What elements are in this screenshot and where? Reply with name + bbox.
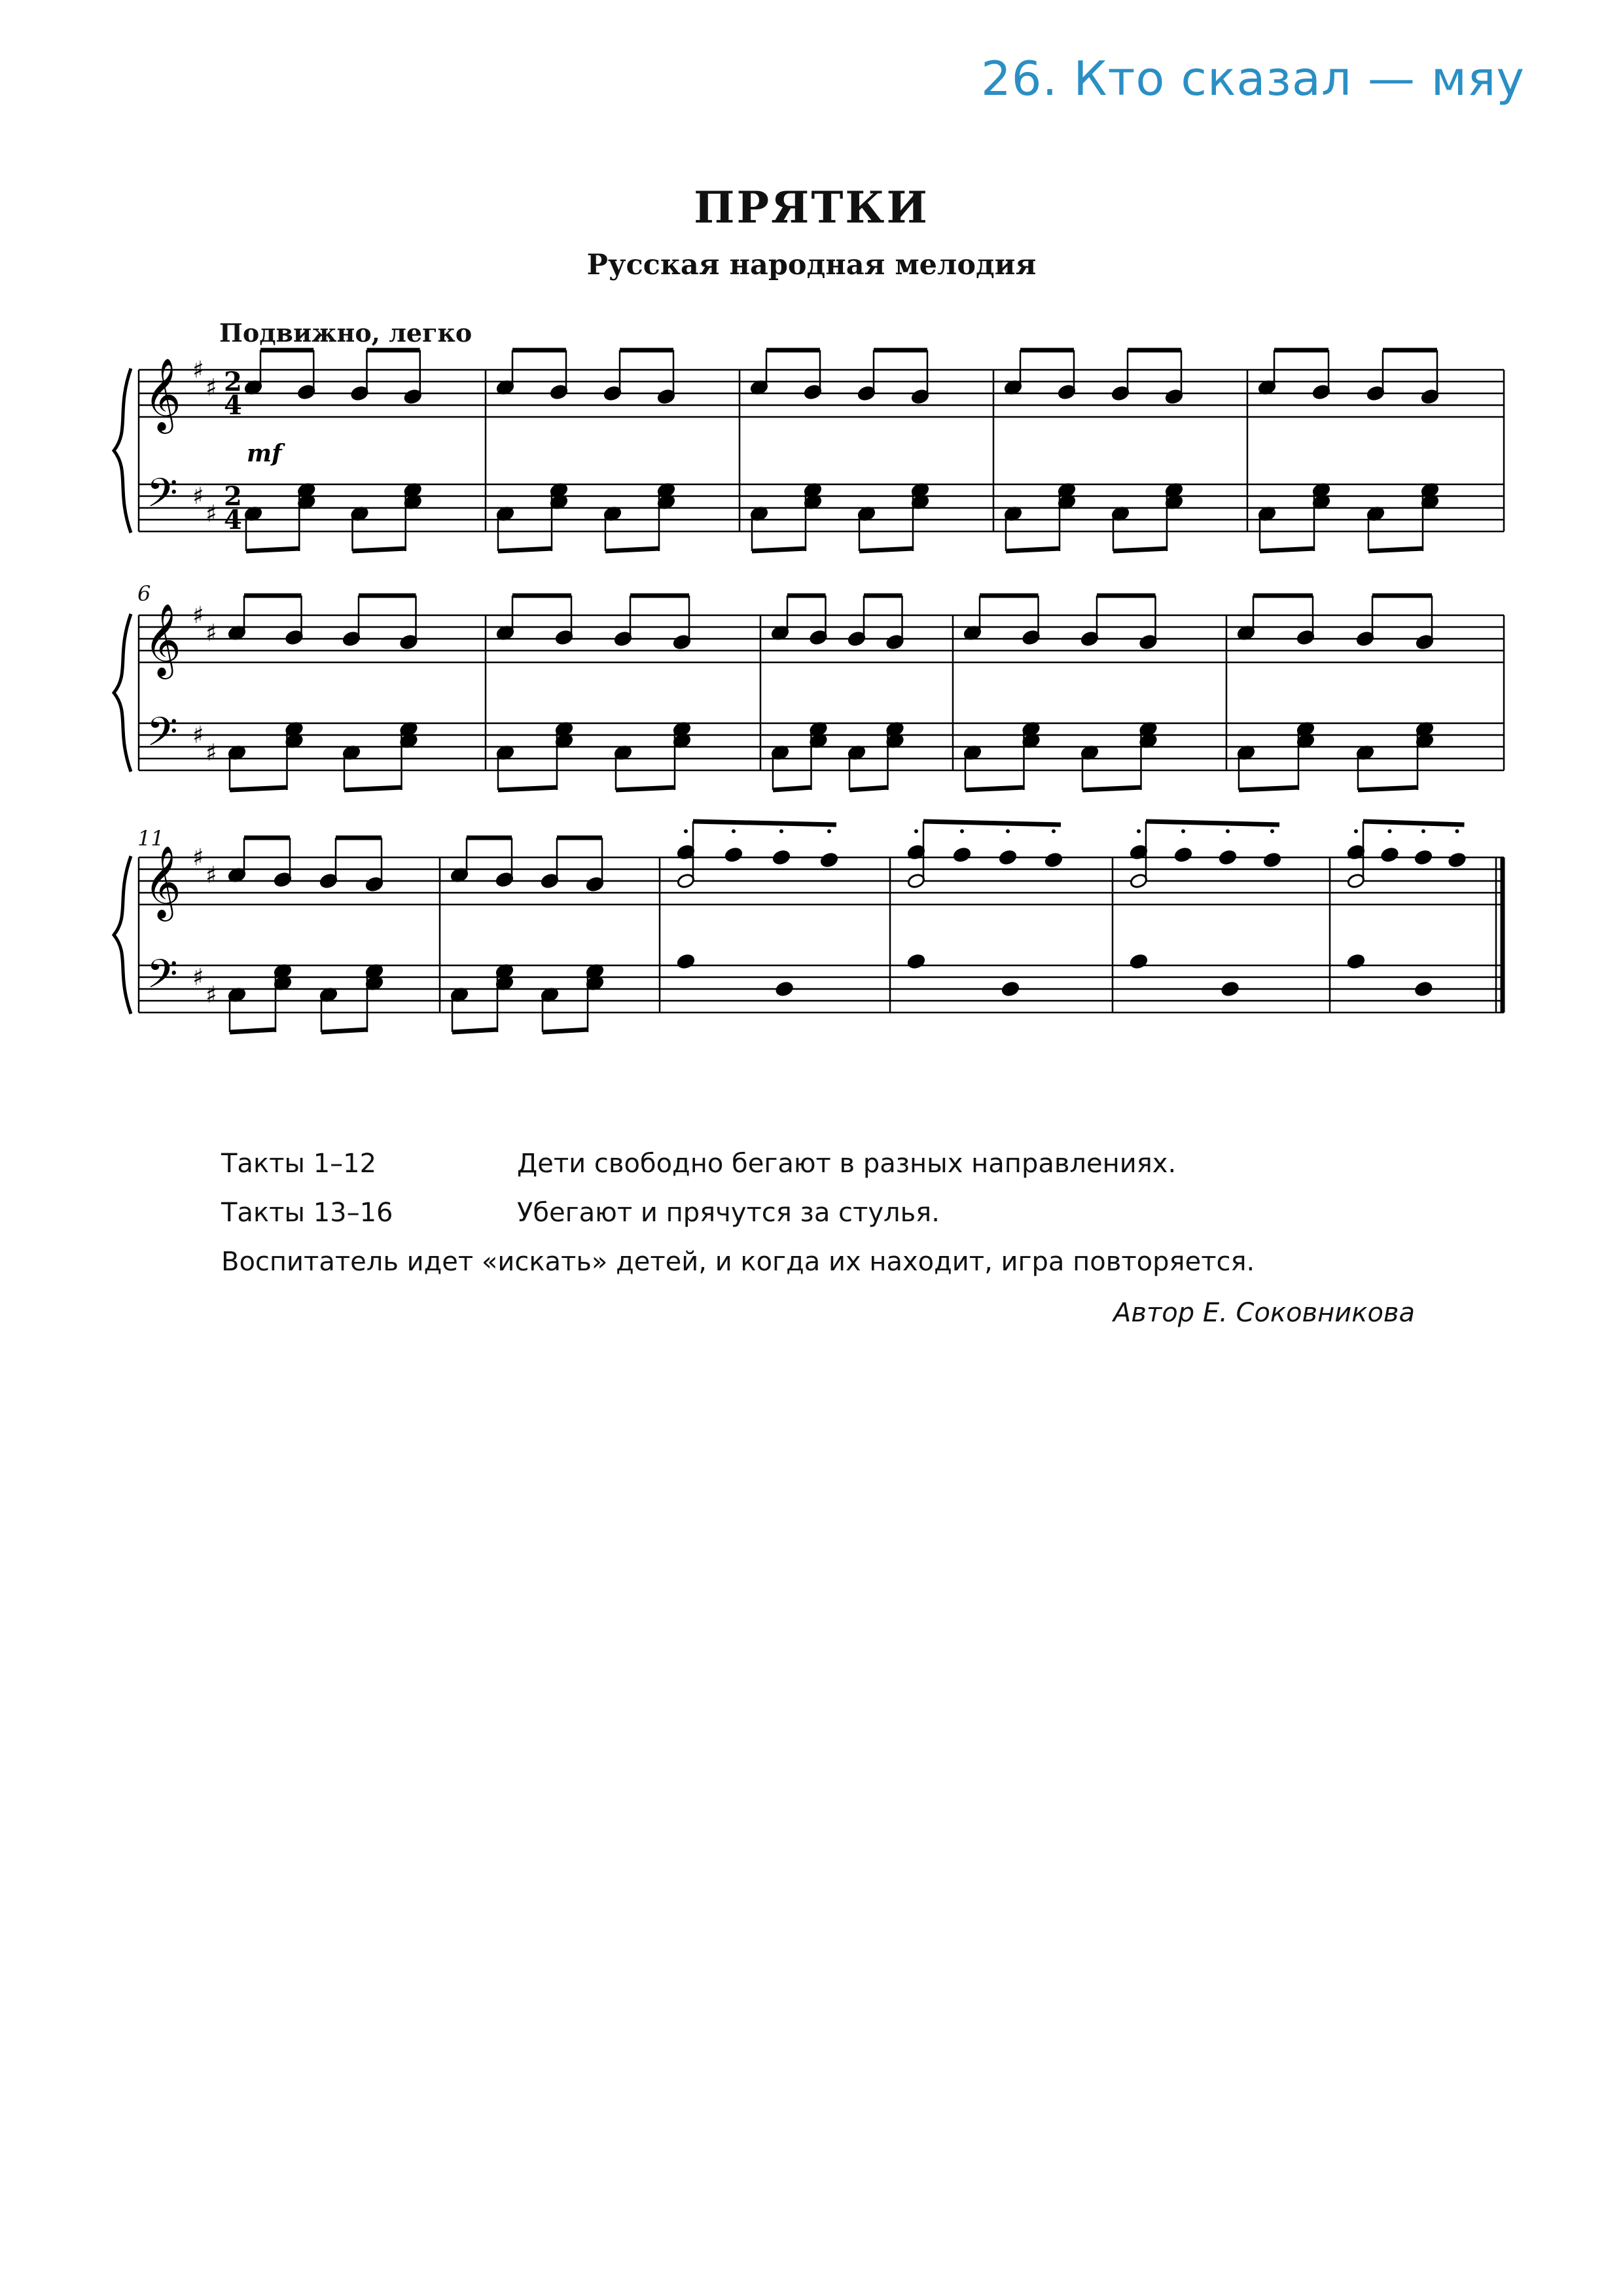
legend-label-1: Такты 1–12 — [221, 1149, 377, 1179]
note-head — [953, 847, 972, 863]
note-beam — [321, 1030, 367, 1032]
note-beam — [965, 787, 1024, 790]
note-head — [772, 850, 791, 866]
staccato-dot — [1388, 829, 1392, 833]
time-signature-bass: 4 — [224, 505, 242, 535]
tempo-marking: Подвижно, легко — [219, 318, 473, 348]
staccato-dot — [1052, 829, 1056, 833]
sharp-icon: ♯ — [205, 982, 217, 1009]
note-head — [1448, 852, 1467, 869]
staccato-dot — [960, 829, 964, 833]
legend-label-2: Такты 13–16 — [221, 1198, 393, 1228]
staccato-dot — [914, 829, 918, 833]
bass-note — [1130, 954, 1149, 970]
sharp-icon: ♯ — [205, 740, 217, 766]
staccato-dot — [1137, 829, 1141, 833]
note-beam — [773, 787, 812, 790]
staccato-dot — [1270, 829, 1274, 833]
bass-clef: 𝄢 — [147, 470, 178, 526]
note-beam — [1260, 548, 1314, 551]
legend-row-2 — [221, 1198, 940, 1228]
note-beam — [230, 1030, 276, 1032]
note-beam — [1082, 787, 1141, 790]
note-head — [1263, 852, 1282, 869]
note-beam — [344, 787, 402, 790]
staccato-dot — [1421, 829, 1425, 833]
bass-note — [775, 981, 794, 997]
bass-note — [1001, 981, 1020, 997]
note-beam — [543, 1030, 588, 1032]
treble-clef: 𝄞 — [144, 357, 181, 431]
staccato-dot — [1354, 829, 1358, 833]
note-beam — [246, 548, 299, 551]
brace — [114, 368, 131, 533]
treble-clef: 𝄞 — [144, 603, 181, 676]
note-head — [724, 847, 743, 863]
bass-note — [677, 954, 696, 970]
brace — [114, 614, 131, 772]
note-beam — [605, 548, 659, 551]
sharp-icon: ♯ — [192, 844, 204, 871]
music-score — [0, 0, 1623, 1080]
note-beam — [752, 548, 806, 551]
note-head — [1044, 852, 1063, 869]
note-beam — [1239, 787, 1298, 790]
measure-number-6: 6 — [137, 581, 151, 606]
sharp-icon: ♯ — [192, 602, 204, 629]
bass-note — [1221, 981, 1240, 997]
note-beam — [1368, 548, 1423, 551]
note-head — [999, 850, 1018, 866]
note-head — [1174, 847, 1193, 863]
dynamic-marking: mf — [247, 440, 282, 467]
staccato-dot — [827, 829, 831, 833]
note-beam — [616, 787, 675, 790]
staccato-dot — [1455, 829, 1459, 833]
legend-text-1: Дети свободно бегают в разных направлениях. — [517, 1149, 1177, 1179]
bass-note — [907, 954, 926, 970]
note-head — [1219, 850, 1238, 866]
sharp-icon: ♯ — [192, 483, 204, 510]
staccato-dot — [1006, 829, 1010, 833]
staccato-dot — [1226, 829, 1230, 833]
bass-clef: 𝄢 — [147, 951, 178, 1007]
note-beam — [849, 787, 888, 790]
song-title: ПРЯТКИ — [694, 182, 929, 233]
note-beam — [498, 548, 552, 551]
staccato-dot — [732, 829, 736, 833]
note-beam — [1363, 821, 1465, 825]
sharp-icon: ♯ — [205, 620, 217, 647]
sharp-icon: ♯ — [192, 357, 204, 384]
game-note: Воспитатель идет «искать» детей, и когда их находит, игра повторяется. — [221, 1247, 1255, 1277]
legend-text-2: Убегают и прячутся за стулья. — [517, 1198, 940, 1228]
legend-row-1 — [221, 1149, 1177, 1179]
time-signature-treble: 2 — [224, 367, 242, 397]
staccato-dot — [684, 829, 688, 833]
sharp-icon: ♯ — [192, 964, 204, 991]
note-beam — [498, 787, 557, 790]
note-beam — [1113, 548, 1167, 551]
brace — [114, 856, 131, 1014]
note-beam — [452, 1030, 497, 1032]
note-head — [820, 852, 839, 869]
note-head — [1414, 850, 1433, 866]
note-head — [1380, 847, 1399, 863]
staccato-dot — [779, 829, 783, 833]
measure-number-11: 11 — [137, 826, 164, 851]
bass-note — [1414, 981, 1433, 997]
note-beam — [693, 821, 836, 825]
note-beam — [230, 787, 287, 790]
bass-note — [1347, 954, 1366, 970]
note-beam — [353, 548, 406, 551]
staccato-dot — [1181, 829, 1185, 833]
song-subtitle: Русская народная мелодия — [586, 249, 1037, 281]
note-beam — [1006, 548, 1060, 551]
sharp-icon: ♯ — [205, 862, 217, 889]
sharp-icon: ♯ — [205, 501, 217, 528]
note-beam — [859, 548, 913, 551]
time-signature-treble: 4 — [224, 390, 242, 421]
bass-clef: 𝄢 — [147, 709, 178, 765]
note-beam — [1146, 821, 1279, 825]
sharp-icon: ♯ — [205, 374, 217, 401]
chapter-header: 26. Кто сказал — мяу — [980, 51, 1525, 106]
author-credit: Автор Е. Соковникова — [1113, 1298, 1415, 1328]
treble-clef: 𝄞 — [144, 845, 181, 918]
time-signature-bass: 2 — [224, 481, 242, 512]
note-beam — [1358, 787, 1418, 790]
note-beam — [923, 821, 1061, 825]
sharp-icon: ♯ — [192, 722, 204, 749]
